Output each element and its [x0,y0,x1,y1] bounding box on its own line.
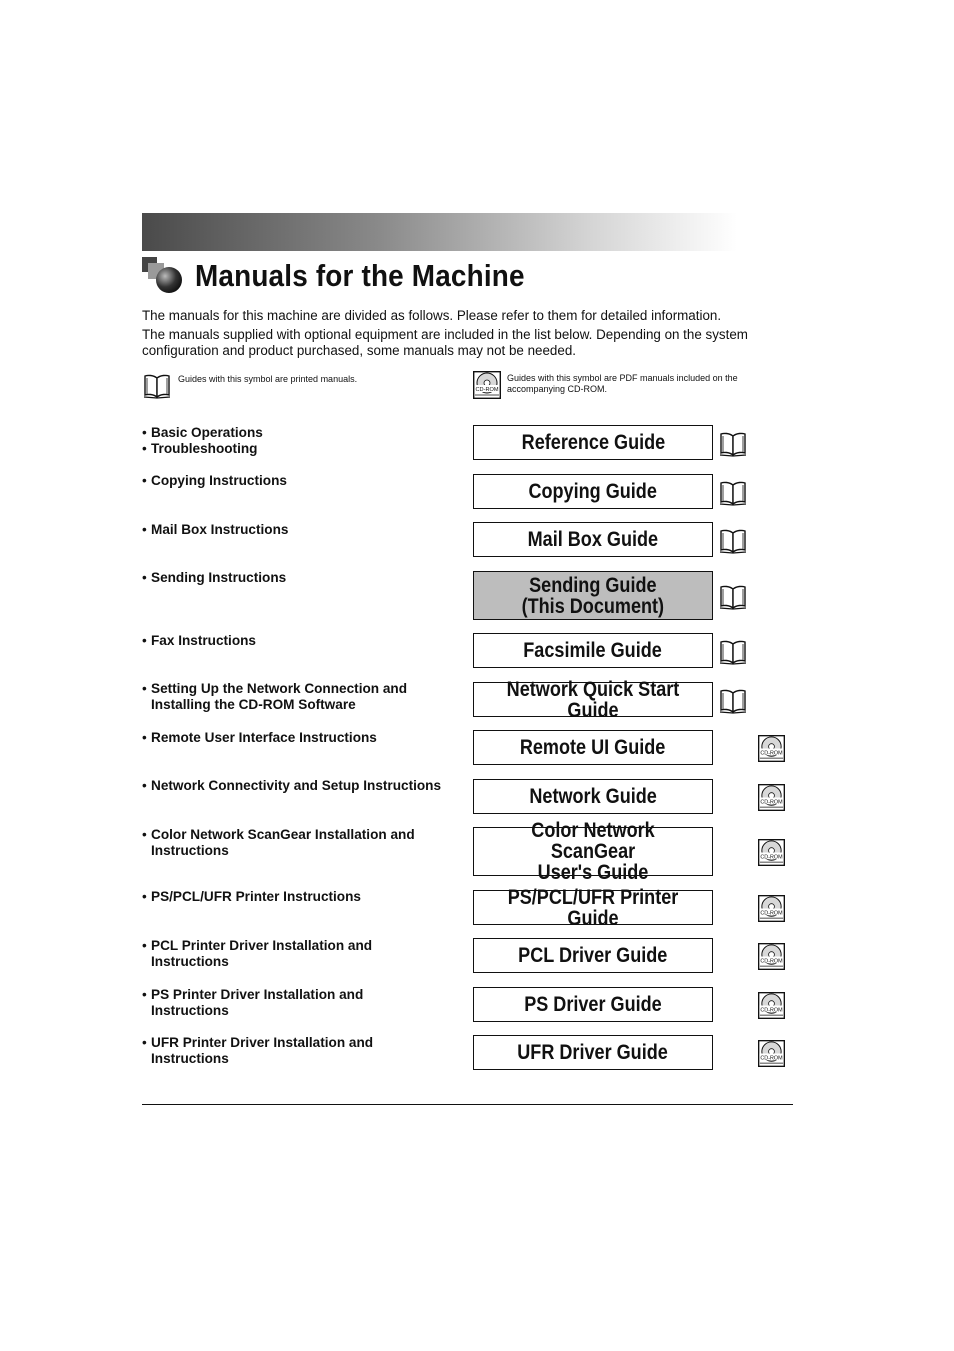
description-item: • Mail Box Instructions [142,522,462,538]
guide-title: Reference Guide [521,431,665,454]
description-item: • Troubleshooting [142,441,462,457]
svg-text:CD-ROM: CD-ROM [760,798,783,805]
cd-rom-icon [758,943,785,970]
manual-description [142,889,462,905]
open-book-icon [718,686,748,714]
description-item: • Setting Up the Network Connection and Installing the CD-ROM Software [142,681,462,713]
description-item: • PS Printer Driver Installation and Instructions [142,987,462,1019]
guide-title-box [473,938,713,973]
guide-title: PS Driver Guide [524,993,662,1016]
description-item: • Copying Instructions [142,473,462,489]
manual-description [142,778,462,794]
guide-title: PCL Driver Guide [518,944,668,967]
description-item: • Network Connectivity and Setup Instructions [142,778,462,794]
description-item: • Remote User Interface Instructions [142,730,462,746]
cd-rom-icon [758,839,785,866]
guide-title: UFR Driver Guide [517,1041,669,1064]
guide-title: Color Network ScanGear User's Guide [531,819,655,884]
guide-title: Network Quick Start Guide [506,677,680,722]
guide-title-box [473,885,713,930]
guide-title-box [473,425,713,460]
guide-title: Network Guide [529,785,657,808]
footer-rule [142,1104,793,1105]
manual-description [142,987,462,1019]
guide-title-box [473,730,713,765]
guide-title-box [473,522,713,557]
guide-title-box [473,677,713,722]
guide-title-box [473,779,713,814]
legend-cdrom-text: Guides with this symbol are PDF manuals included on the accompanying CD-ROM. [507,373,738,394]
svg-text:CD-ROM: CD-ROM [760,957,783,964]
cd-rom-icon [758,895,785,922]
guide-title-box [473,571,713,620]
legend-printed-text: Guides with this symbol are printed manuals. [178,374,358,384]
svg-text:CD-ROM: CD-ROM [760,1054,783,1061]
guide-title: Facsimile Guide [523,639,663,662]
open-book-icon [718,637,748,665]
intro-paragraph-2: The manuals supplied with optional equipment are included in the list below. Depending on the system configuration and product purchased, some manuals may not be needed. [142,327,748,358]
open-book-icon [718,478,748,506]
description-item: • PCL Printer Driver Installation and Instructions [142,938,462,970]
description-item: • Sending Instructions [142,570,462,586]
guide-title: PS/PCL/UFR Printer Guide [507,885,679,930]
cd-rom-icon [758,992,785,1019]
description-item: • PS/PCL/UFR Printer Instructions [142,889,462,905]
open-book-icon [718,582,748,610]
svg-text:CD-ROM: CD-ROM [475,387,499,394]
guide-title-box [473,987,713,1022]
svg-text:CD-ROM: CD-ROM [760,853,783,860]
manual-description [142,938,462,970]
guide-title: Mail Box Guide [527,528,659,551]
open-book-icon [718,526,748,554]
manual-description [142,681,462,713]
svg-text:CD-ROM: CD-ROM [760,1006,783,1013]
page-title: Manuals for the Machine [195,258,525,293]
manual-description [142,1035,462,1067]
intro-paragraph-1: The manuals for this machine are divided as follows. Please refer to them for detailed information. [142,308,722,323]
manual-description [142,425,462,457]
description-item: • UFR Printer Driver Installation and Instructions [142,1035,462,1067]
guide-title-box [473,1035,713,1070]
description-item: • Color Network ScanGear Installation and Instructions [142,827,462,859]
svg-text:CD-ROM: CD-ROM [760,749,783,756]
manual-description [142,827,462,859]
open-book-icon [718,429,748,457]
description-item: • Basic Operations [142,425,462,441]
guide-title-box [473,819,713,884]
description-item: • Fax Instructions [142,633,462,649]
manual-description [142,473,462,489]
guide-title-box [473,633,713,668]
guide-title-box [473,474,713,509]
guide-title: Remote UI Guide [520,736,666,759]
manual-description [142,570,462,586]
cd-rom-icon [758,735,785,762]
cd-rom-icon [758,784,785,811]
guide-title: Sending Guide (This Document) [521,573,665,618]
guide-title: Copying Guide [528,480,658,503]
manual-description [142,633,462,649]
svg-text:CD-ROM: CD-ROM [760,909,783,916]
cd-rom-icon [758,1040,785,1067]
manual-description [142,730,462,746]
manual-description [142,522,462,538]
